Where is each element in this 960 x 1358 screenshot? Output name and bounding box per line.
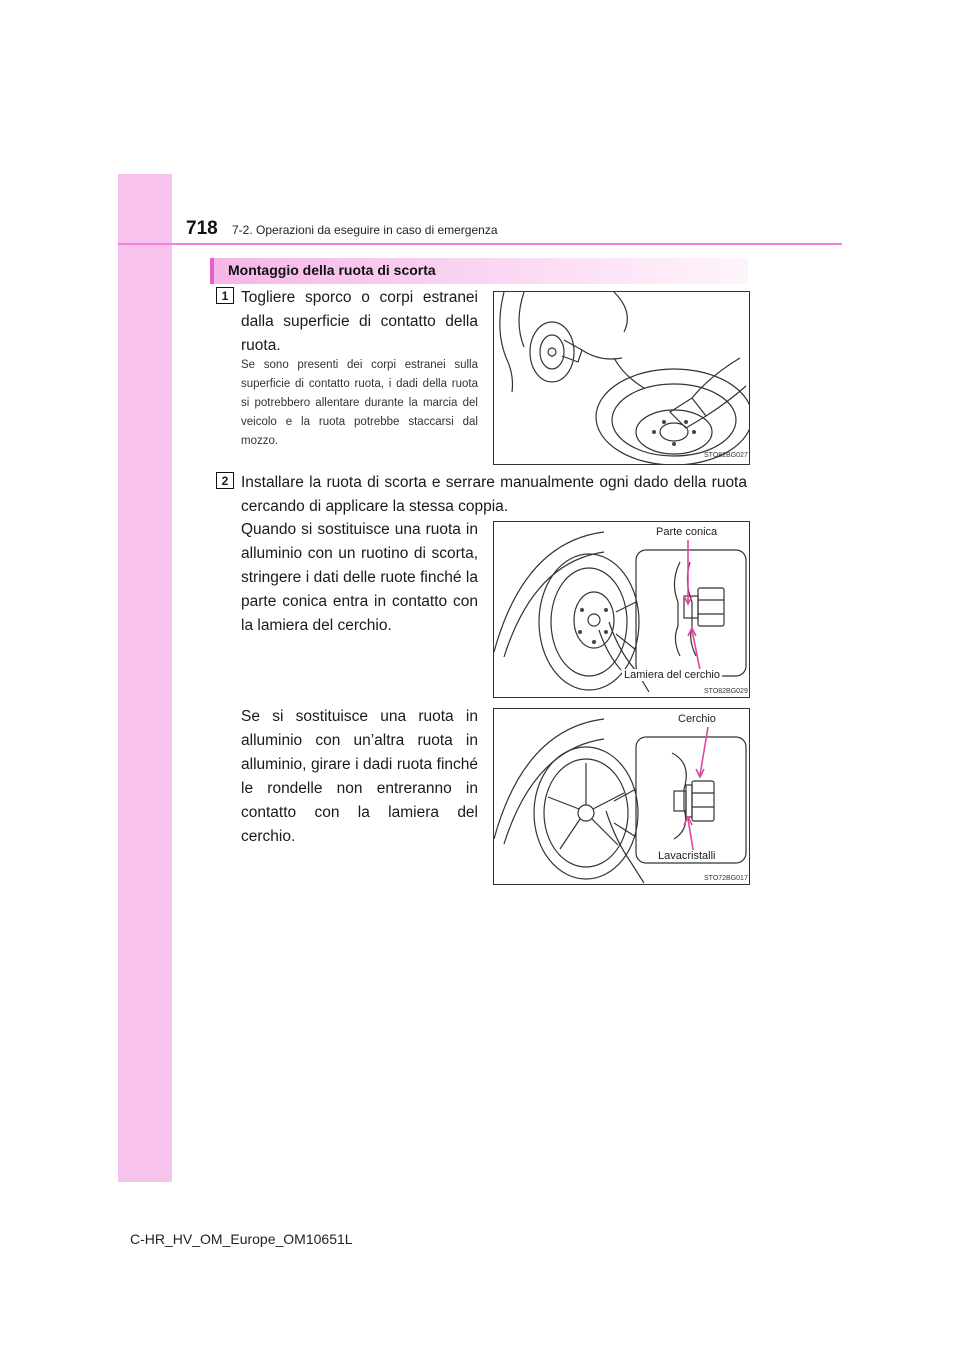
step-badge-2: 2 [216, 472, 234, 489]
figure-spare-wheel-nuts [493, 521, 750, 698]
callout-lavacristalli: Lavacristalli [658, 850, 716, 862]
side-tab [118, 174, 172, 1182]
alloy-rim-text: Se si sostituisce una ruota in alluminio con un’altra ruota in alluminio, girare i dadi ruota finché le rondelle non entreranno in contatto con la lamiera del cerchio. [241, 708, 478, 845]
step-badge-1: 1 [216, 287, 234, 304]
figure-code: STO72BG017 [704, 875, 748, 882]
document-footer-code: C-HR_HV_OM_Europe_OM10651L [130, 1231, 353, 1247]
step-2-text: Installare la ruota di scorta e serrare manualmente ogni dado della ruota cercando di applicare la stessa coppia. [241, 474, 747, 515]
hub-cleaning-illustration [494, 292, 750, 465]
step-1-text: Togliere sporco o corpi estranei dalla superficie di contatto della ruota. [241, 289, 478, 354]
figure-alloy-wheel-nuts [493, 708, 750, 885]
figure-hub-cleaning [493, 291, 750, 465]
step-1-note: Se sono presenti dei corpi estranei sulla superficie di contatto ruota, i dadi della ruota si potrebbero allentare durante la marcia del veicolo e la ruota potrebbe staccarsi dal mozzo. [241, 359, 478, 447]
header-rule [118, 243, 842, 245]
section-title: Montaggio della ruota di scorta [228, 262, 436, 278]
figure-code: STO82BG029 [704, 688, 748, 695]
page-number: 718 [186, 218, 218, 239]
section-header [210, 258, 748, 284]
steel-rim-text: Quando si sostituisce una ruota in alluminio con un ruotino di scorta, stringere i dati delle ruote finché la parte conica entra in contatto con la lamiera del cerchio. [241, 521, 478, 634]
callout-cerchio: Cerchio [678, 713, 716, 725]
callout-lamiera-cerchio: Lamiera del cerchio [624, 669, 720, 681]
figure-code: STO82BG027 [704, 452, 748, 459]
chapter-title: 7-2. Operazioni da eseguire in caso di emergenza [232, 223, 498, 237]
callout-parte-conica: Parte conica [656, 526, 718, 538]
